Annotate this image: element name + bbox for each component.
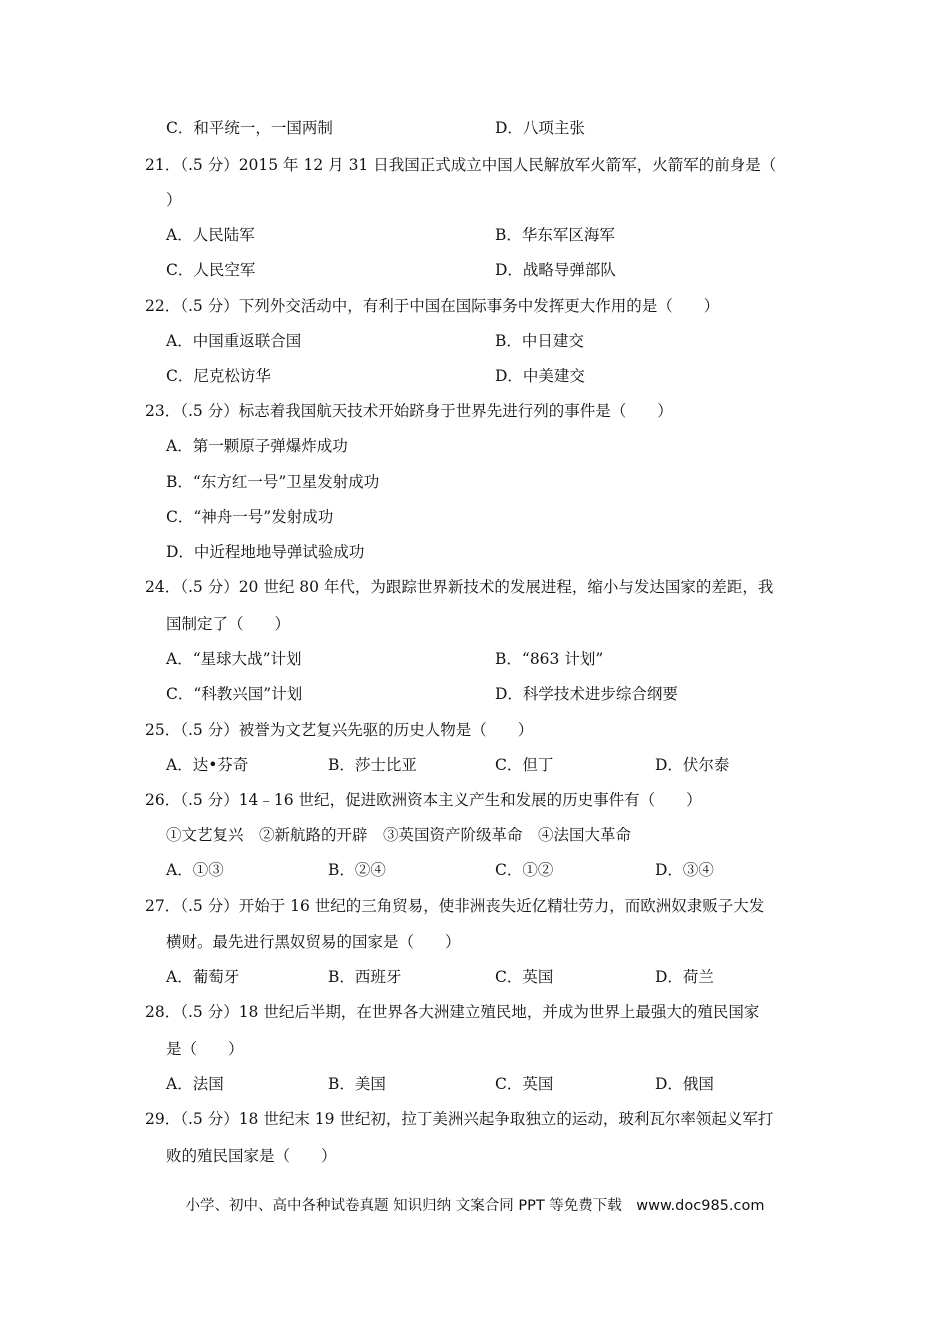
q26-option-b: B．②④ (328, 861, 386, 879)
q20-option-c: C．和平统一，一国两制 (166, 119, 333, 137)
q22-stem-line1: 22．（.5 分）下列外交活动中，有利于中国在国际事务中发挥更大作用的是（ ） (145, 297, 720, 315)
q26-option-d: D．③④ (655, 861, 714, 879)
q27-option-a: A．葡萄牙 (166, 968, 240, 986)
q28-option-d: D．俄国 (655, 1075, 714, 1093)
q25-option-b: B．莎士比亚 (328, 756, 417, 774)
q23-option-c: C．“神舟一号”发射成功 (166, 508, 334, 526)
q21-stem-line2: ） (166, 191, 182, 209)
q24-option-c: C．“科教兴国”计划 (166, 685, 303, 703)
q27-option-d: D．荷兰 (655, 968, 714, 986)
q25-option-d: D．伏尔泰 (655, 756, 730, 774)
q23-option-a: A．第一颗原子弹爆炸成功 (166, 437, 348, 455)
q21-option-a: A．人民陆军 (166, 226, 255, 244)
q27-option-c: C．英国 (495, 968, 554, 986)
q22-option-a: A．中国重返联合国 (166, 332, 302, 350)
q25-stem-line1: 25．（.5 分）被誉为文艺复兴先驱的历史人物是（ ） (145, 721, 534, 739)
q20-option-d: D．八项主张 (495, 119, 585, 137)
q21-option-c: C．人民空军 (166, 261, 256, 279)
q28-option-c: C．英国 (495, 1075, 554, 1093)
q21-option-b: B．华东军区海军 (495, 226, 615, 244)
q24-option-a: A．“星球大战”计划 (166, 650, 302, 668)
q22-option-b: B．中日建交 (495, 332, 584, 350)
q28-stem-line2: 是（ ） (166, 1040, 244, 1058)
q29-stem-line1: 29．（.5 分）18 世纪末 19 世纪初，拉丁美洲兴起争取独立的运动，玻利瓦尔率领起义军打 (145, 1110, 774, 1128)
q28-option-b: B．美国 (328, 1075, 386, 1093)
q28-option-a: A．法国 (166, 1075, 224, 1093)
q25-option-c: C．但丁 (495, 756, 554, 774)
q24-option-d: D．科学技术进步综合纲要 (495, 685, 678, 703)
q24-stem-line1: 24．（.5 分）20 世纪 80 年代，为跟踪世界新技术的发展进程，缩小与发达国家的差距，我 (145, 578, 774, 596)
q26-option-c: C．①② (495, 861, 554, 879)
q21-stem-line1: 21．（.5 分）2015 年 12 月 31 日我国正式成立中国人民解放军火箭军，火箭军的前身是（ (145, 156, 777, 174)
q24-stem-line2: 国制定了（ ） (166, 615, 291, 633)
q24-option-b: B．“863 计划” (495, 650, 604, 668)
q27-option-b: B．西班牙 (328, 968, 402, 986)
q23-stem-line1: 23．（.5 分）标志着我国航天技术开始跻身于世界先进行列的事件是（ ） (145, 402, 673, 420)
q26-stem-line1: 26．（.5 分）14﹣16 世纪，促进欧洲资本主义产生和发展的历史事件有（ ） (145, 791, 702, 809)
q27-stem-line2: 横财。最先进行黑奴贸易的国家是（ ） (166, 933, 461, 951)
q23-option-b: B．“东方红一号”卫星发射成功 (166, 473, 380, 491)
q21-option-d: D．战略导弹部队 (495, 261, 616, 279)
q29-stem-line2: 败的殖民国家是（ ） (166, 1147, 337, 1165)
q26-stem-line2: ①文艺复兴 ②新航路的开辟 ③英国资产阶级革命 ④法国大革命 (166, 826, 632, 844)
q25-option-a: A．达•芬奇 (166, 756, 249, 774)
q27-stem-line1: 27．（.5 分）开始于 16 世纪的三角贸易，使非洲丧失近亿精壮劳力，而欧洲奴隶贩子大发 (145, 897, 765, 915)
q22-option-d: D．中美建交 (495, 367, 585, 385)
q26-option-a: A．①③ (166, 861, 224, 879)
q28-stem-line1: 28．（.5 分）18 世纪后半期，在世界各大洲建立殖民地，并成为世界上最强大的殖民国家 (145, 1003, 760, 1021)
page-footer: 小学、初中、高中各种试卷真题 知识归纳 文案合同 PPT 等免费下载 www.doc985.com (185, 1198, 765, 1214)
q23-option-d: D．中近程地地导弹试验成功 (166, 543, 365, 561)
q22-option-c: C．尼克松访华 (166, 367, 271, 385)
